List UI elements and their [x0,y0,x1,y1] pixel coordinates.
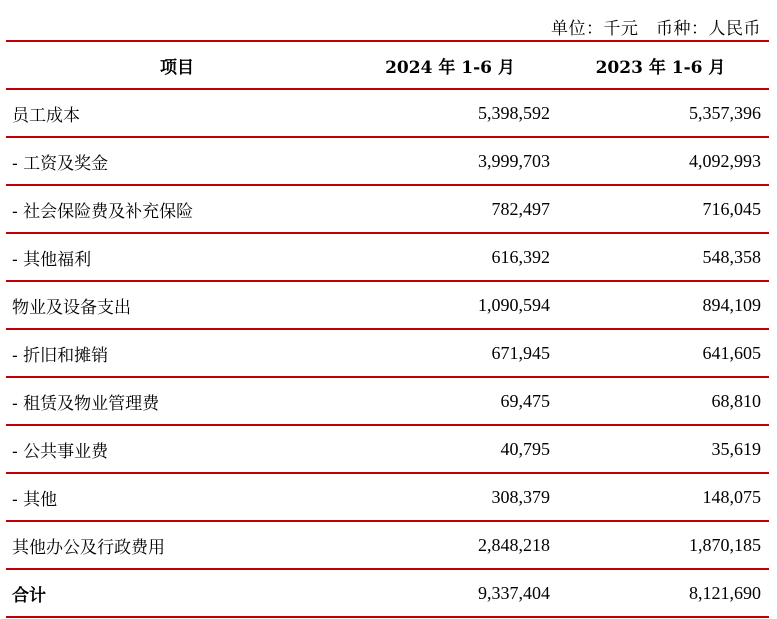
row-previous-value: 35,619 [552,425,769,473]
row-current-value: 782,497 [348,185,552,233]
header-current-period: 2024 年 1-6 月 [348,41,552,89]
row-label: - 其他 [6,473,348,521]
row-label: 物业及设备支出 [6,281,348,329]
table-row [6,281,769,329]
row-label: - 折旧和摊销 [6,329,348,377]
total-label: 合计 [6,569,348,617]
row-current-value: 616,392 [348,233,552,281]
row-current-value: 40,795 [348,425,552,473]
row-current-value: 1,090,594 [348,281,552,329]
table-row [6,425,769,473]
total-previous-value: 8,121,690 [552,569,769,617]
row-previous-value: 641,605 [552,329,769,377]
row-previous-value: 68,810 [552,377,769,425]
row-current-value: 3,999,703 [348,137,552,185]
row-previous-value: 548,358 [552,233,769,281]
row-label: 其他办公及行政费用 [6,521,348,569]
header-previous-period: 2023 年 1-6 月 [552,41,769,89]
table-row [6,137,769,185]
row-previous-value: 894,109 [552,281,769,329]
row-label: - 公共事业费 [6,425,348,473]
row-label: - 租赁及物业管理费 [6,377,348,425]
row-label: - 其他福利 [6,233,348,281]
table-row [6,89,769,137]
row-current-value: 2,848,218 [348,521,552,569]
table-row [6,377,769,425]
table-row [6,521,769,569]
row-current-value: 308,379 [348,473,552,521]
row-previous-value: 716,045 [552,185,769,233]
table-row [6,233,769,281]
row-current-value: 671,945 [348,329,552,377]
header-row [6,41,769,89]
row-previous-value: 4,092,993 [552,137,769,185]
total-current-value: 9,337,404 [348,569,552,617]
table-row [6,329,769,377]
table-row [6,185,769,233]
row-label: - 社会保险费及补充保险 [6,185,348,233]
table-header [6,41,769,89]
row-previous-value: 148,075 [552,473,769,521]
row-previous-value: 5,357,396 [552,89,769,137]
total-row [6,569,769,617]
row-current-value: 69,475 [348,377,552,425]
expense-table [6,40,769,618]
header-item: 项目 [6,41,348,89]
unit-currency-note: 单位：千元 币种：人民币 [551,19,761,39]
row-current-value: 5,398,592 [348,89,552,137]
row-label: 员工成本 [6,89,348,137]
table-row [6,473,769,521]
row-previous-value: 1,870,185 [552,521,769,569]
table-body [6,89,769,617]
row-label: - 工资及奖金 [6,137,348,185]
